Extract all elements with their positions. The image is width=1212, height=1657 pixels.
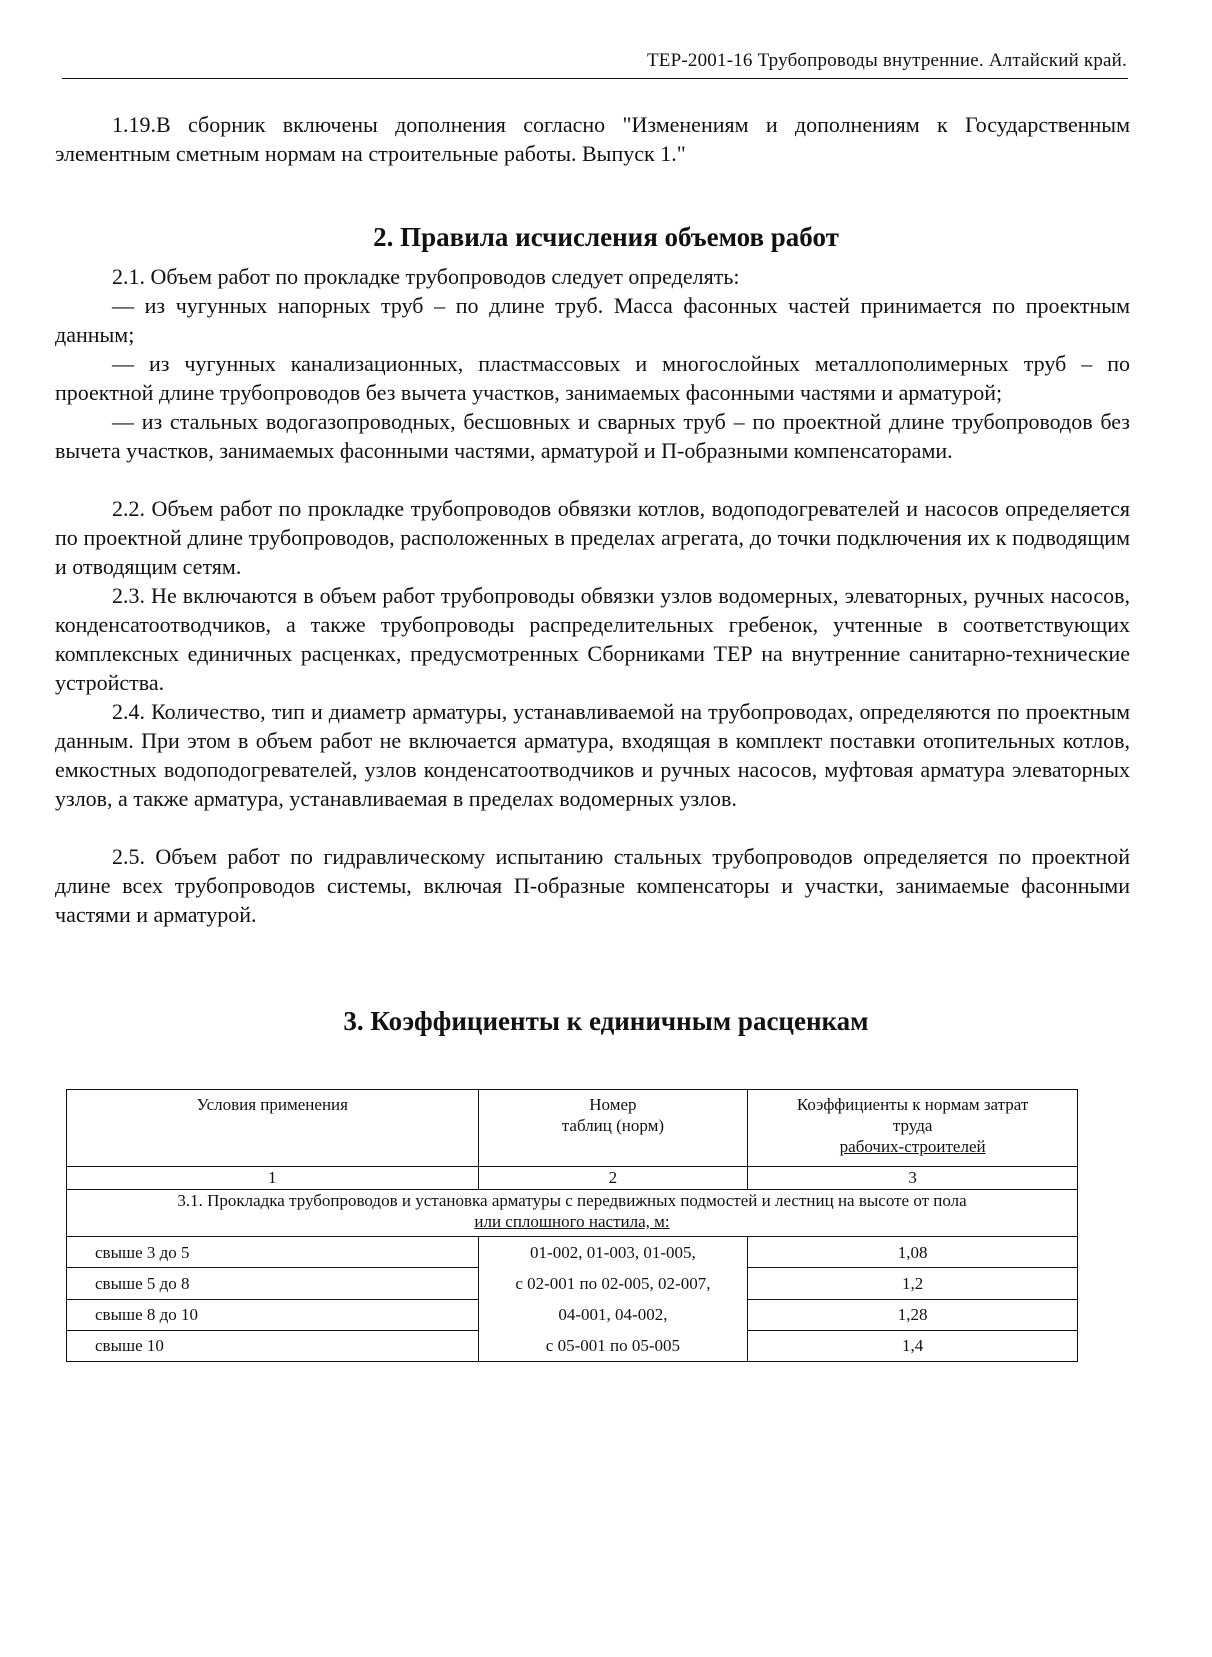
table-row [67,1237,1078,1268]
paragraph-2-2: 2.2. Объем работ по прокладке трубопроводов обвязки котлов, водоподогревателей и насосов определяется по проектной длине трубопроводов, расположенных в пределах агрегата, до точки подключения их к подводящим и отводящим сетям. [55,496,1130,579]
paragraph-1-19: 1.19.В сборник включены дополнения согласно "Изменениям и дополнениям к Государственным элементным сметным нормам на строительные работы. Выпуск 1." [55,112,1130,166]
coefficient-cell: 1,08 [748,1237,1078,1268]
column-number: 3 [748,1167,1078,1190]
section-3-1-cell [67,1190,1078,1237]
header-table-numbers [478,1090,748,1167]
coefficient-cell: 1,4 [748,1330,1078,1361]
paragraph-2-5: 2.5. Объем работ по гидравлическому испытанию стальных трубопроводов определяется по проектной длине всех трубопроводов системы, включая П-образные компенсаторы и участки, занимаемые фасонными частями и арматурой. [55,844,1130,927]
column-number-row [67,1167,1078,1190]
column-number: 1 [67,1167,479,1190]
table-numbers-line: с 05-001 по 05-005 [545,1336,681,1355]
paragraph-2-1-cast-iron-sewer: — из чугунных канализационных, пластмассовых и многослойных металлополимерных труб – по проектной длине трубопроводов без вычета участков, занимаемых фасонными частями и арматурой; [55,351,1130,405]
header-table-numbers-line1: Номер [589,1095,637,1114]
condition-cell: свыше 10 [67,1330,479,1361]
header-divider [62,78,1128,79]
paragraph-2-3: 2.3. Не включаются в объем работ трубопроводы обвязки узлов водомерных, элеваторных, ручных насосов, конденсатоотводчиков, а также трубопроводы распределительных гребенок, учтенные в соответствующих комплексных единичных расценках, предусмотренных Сборниками ТЕР на внутренние санитарно-технические устройства. [55,583,1130,695]
header-coefficients [748,1090,1078,1167]
section-3-heading: 3. Коэффициенты к единичным расценкам [343,1006,869,1036]
header-conditions: Условия применения [67,1090,479,1167]
header-coefficients-line2: труда [892,1116,933,1135]
paragraph-2-1-cast-iron-pressure: — из чугунных напорных труб – по длине труб. Масса фасонных частей принимается по проектным данным; [55,293,1130,347]
column-number: 2 [478,1167,748,1190]
paragraph-2-1-steel: — из стальных водогазопроводных, бесшовных и сварных труб – по проектной длине трубопроводов без вычета участков, занимаемых фасонными частями, арматурой и П-образными компенсаторами. [55,409,1130,463]
condition-cell: свыше 3 до 5 [67,1237,479,1268]
table-numbers-cell [478,1237,748,1362]
section-3-1-line2: или сплошного настила, м: [474,1212,670,1231]
coefficient-cell: 1,2 [748,1268,1078,1299]
paragraph-2-1: 2.1. Объем работ по прокладке трубопроводов следует определять: [112,264,740,289]
table-numbers-line: 04-001, 04-002, [558,1305,668,1324]
condition-cell: свыше 5 до 8 [67,1268,479,1299]
coefficients-table [66,1089,1078,1362]
header-coefficients-line1: Коэффициенты к нормам затрат [796,1095,1029,1114]
section-2-heading: 2. Правила исчисления объемов работ [373,222,839,252]
header-table-numbers-line2: таблиц (норм) [561,1116,665,1135]
section-row [67,1190,1078,1237]
paragraph-2-4: 2.4. Количество, тип и диаметр арматуры, устанавливаемой на трубопроводах, определяются по проектным данным. При этом в объем работ не включается арматура, входящая в комплект поставки отопительных котлов, емкостных водоподогревателей, узлов конденсатоотводчиков и ручных насосов, муфтовая арматура элеваторных узлов, а также арматура, устанавливаемая в пределах водомерных узлов. [55,699,1130,811]
condition-cell: свыше 8 до 10 [67,1299,479,1330]
running-header: ТЕР-2001-16 Трубопроводы внутренние. Алтайский край. [647,50,1127,71]
table-numbers-line: с 02-001 по 02-005, 02-007, [515,1274,711,1293]
table-header-row [67,1090,1078,1167]
coefficient-cell: 1,28 [748,1299,1078,1330]
section-3-1-line1: 3.1. Прокладка трубопроводов и установка арматуры с передвижных подмостей и лестниц на высоте от пола [177,1191,967,1210]
table-numbers-line: 01-002, 01-003, 01-005, [530,1243,696,1262]
header-coefficients-line3: рабочих-строителей [839,1137,986,1156]
